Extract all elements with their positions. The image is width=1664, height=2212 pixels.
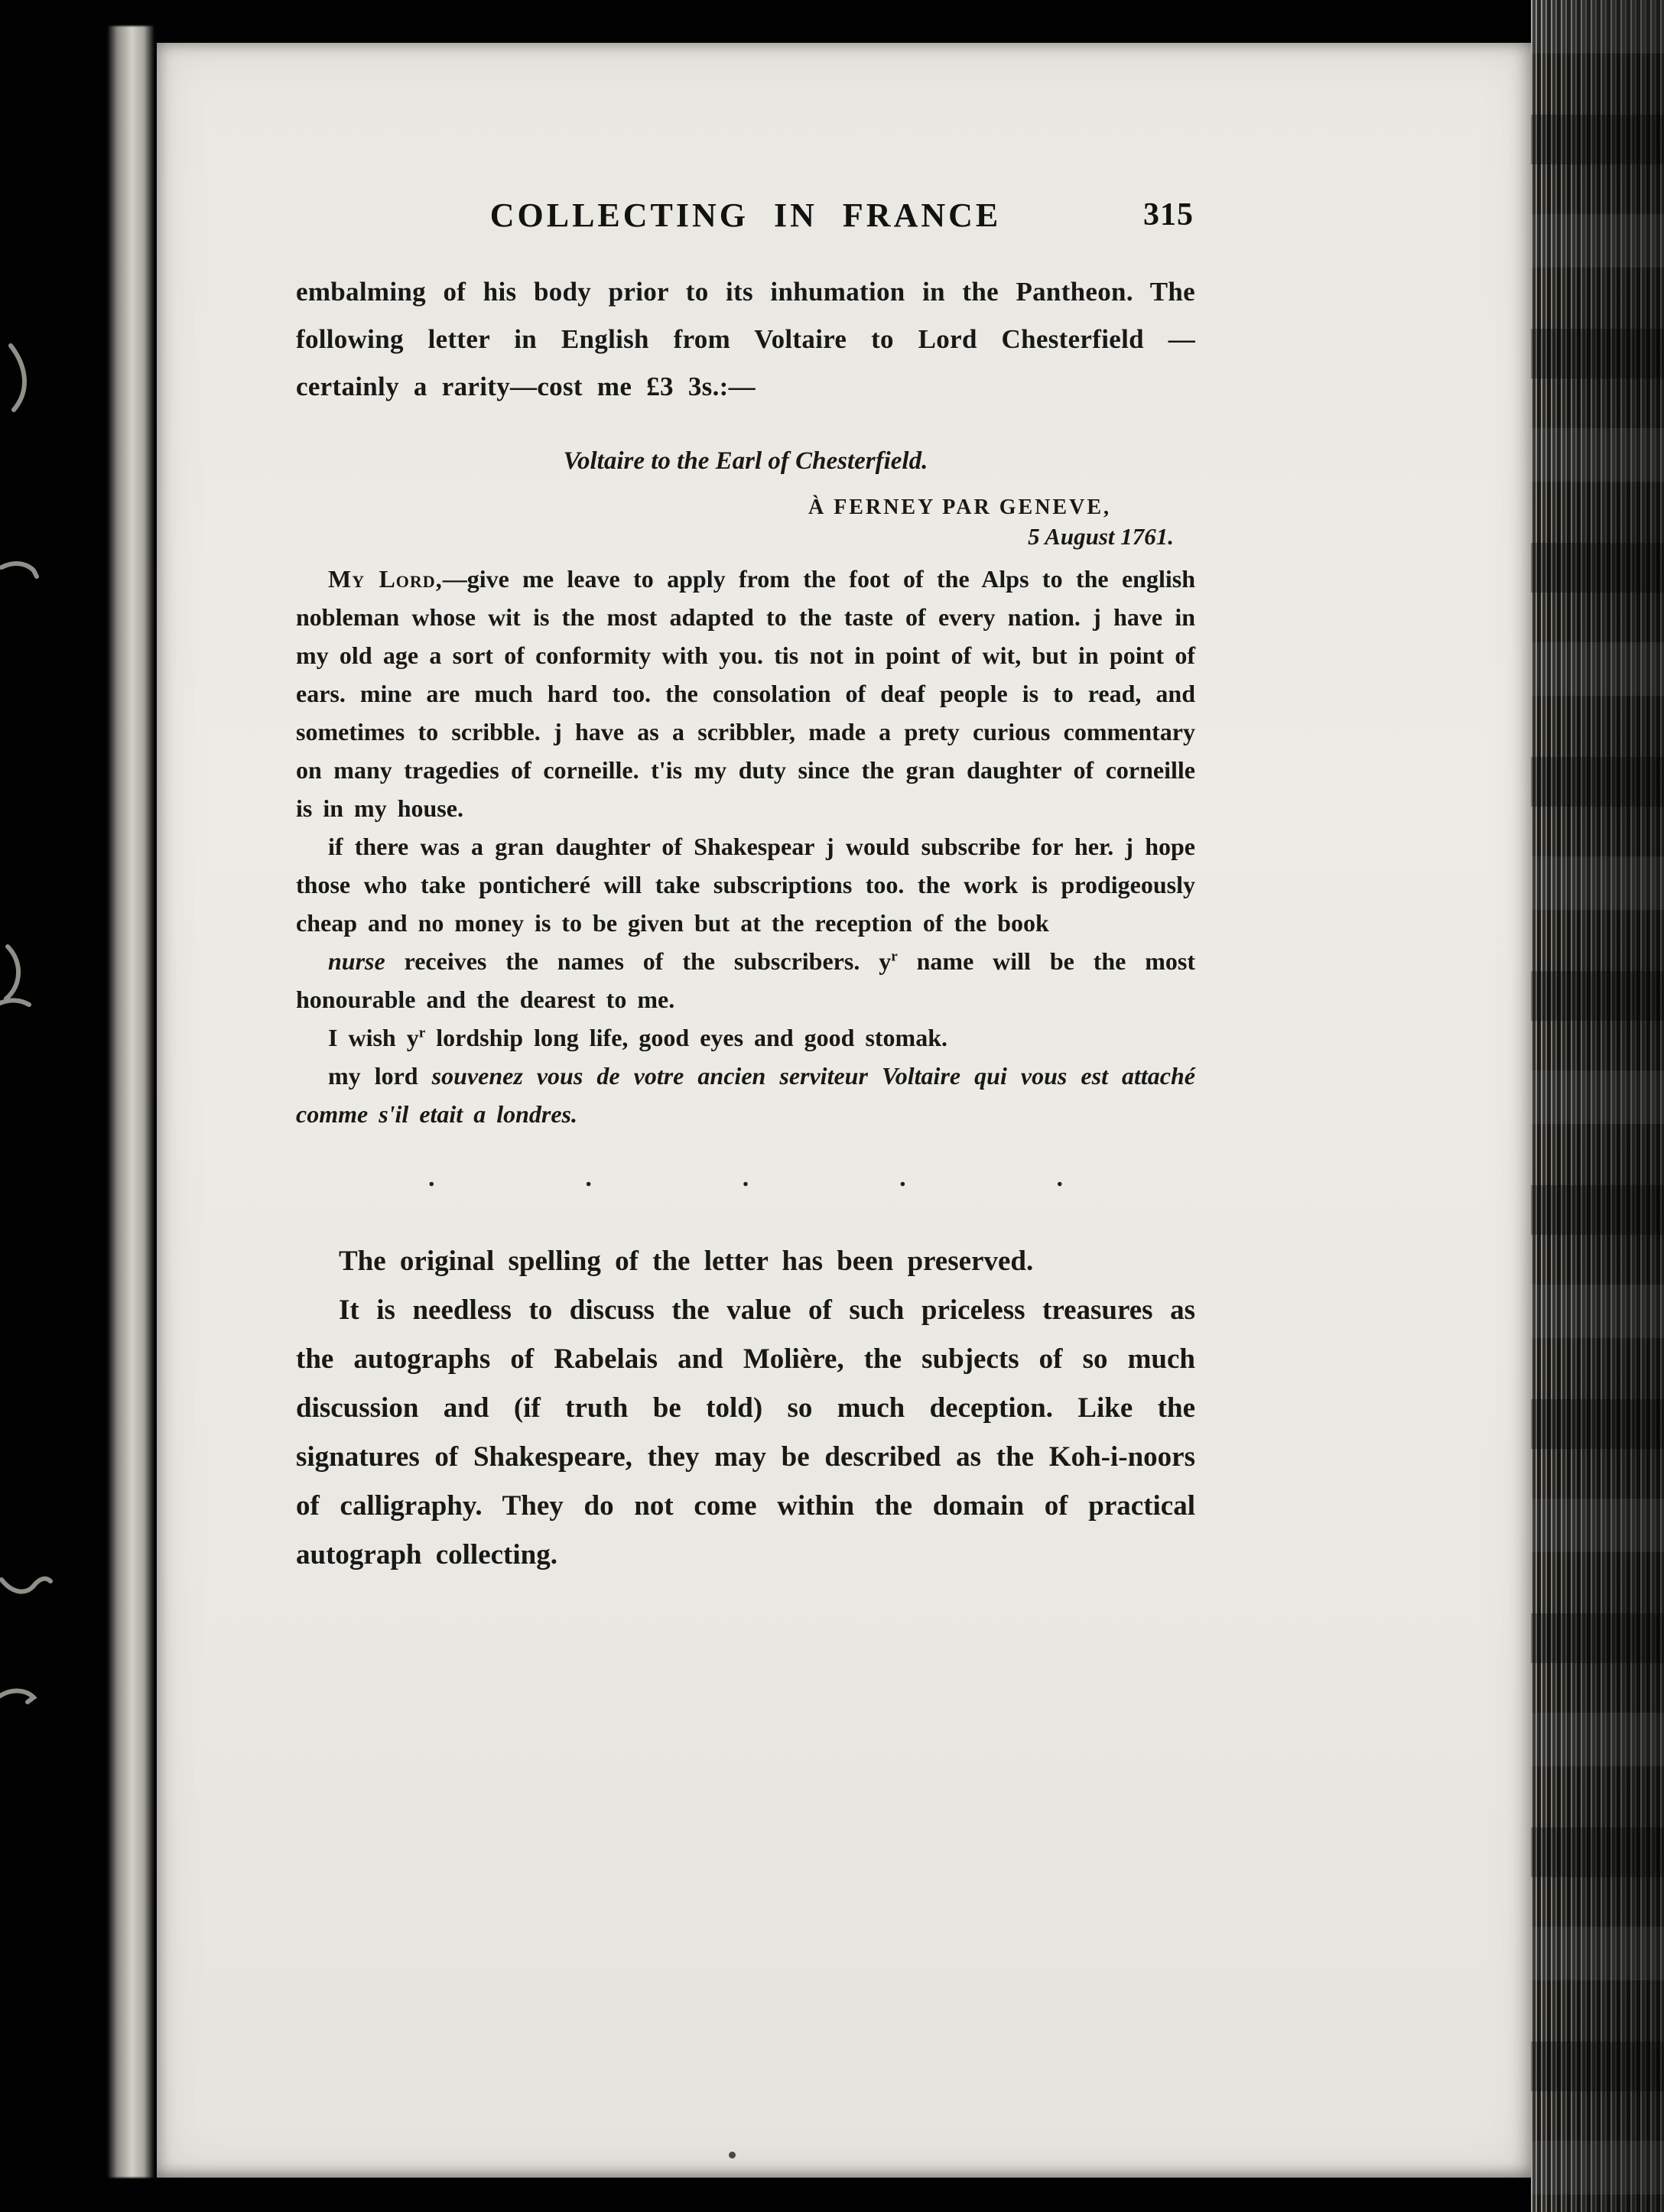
letter-paragraph-text: I wish y [328,1024,419,1051]
margin-mark [0,1000,29,1005]
letter-paragraph-text: receives the names of the subscribers. y [385,947,892,975]
text-column [296,43,1195,1580]
separator-dot: . [428,1164,435,1192]
letter-paragraph-text: lordship long life, good eyes and good stomak. [425,1024,947,1051]
margin-mark [11,346,24,410]
letter-body [296,560,1195,1133]
letter-block [296,447,1195,1133]
letter-salutation: My Lord, [328,565,443,593]
book-page [157,43,1533,2178]
letter-paragraph-text: —give me leave to apply from the foot of the Alps to the english nobleman whose wit is the most adapted to the taste of every nation. j have in my old age a sort of conformity with you. tis not in point of wit, but in point of ears. mine are much hard too. the consolation of deaf people is to read, and sometimes to scribble. j have as a scribbler, made a prety curious commentary on many tragedies of corneille. t'is my duty since the gran daughter of corneille is in my house. [296,565,1196,822]
superscript-r: r [891,948,898,965]
letter-date-line: 5 August 1761. [1028,523,1174,550]
page-number: 315 [1143,197,1194,232]
intro-paragraph: embalming of his body prior to its inhumation in the Pantheon. The following letter in English from Voltaire to Lord Chesterfield — certainly a rarity—cost me £3 3s.:— [296,277,1195,401]
closing-paragraph: The original spelling of the letter has been preserved. [339,1246,1034,1277]
letter-italic-phrase: souvenez vous de votre ancien serviteur Voltaire qui vous est attaché comme s'il etait a londres. [296,1062,1196,1128]
closing-paragraphs [296,1237,1195,1580]
superscript-r: r [418,1025,426,1041]
separator-dot: . [585,1164,592,1192]
letter-paragraph [296,1018,1195,1057]
letter-italic-word: nurse [328,947,385,975]
letter-paragraph [296,942,1195,1018]
margin-mark [6,947,18,999]
adjacent-page-edge [107,26,154,2178]
book-binding-edge [1531,0,1664,2212]
letter-paragraph [296,1057,1195,1133]
letter-place-line: À FERNEY PAR GENEVE, [808,495,1111,519]
letter-paragraph [296,560,1195,827]
closing-paragraph: It is needless to discuss the value of such priceless treasures as the autographs of Rabelais and Molière, the subjects of so much discussion and (if truth be told) so much deception. Like the signatures of Shakespeare, they may be described as the Koh-i-noors of calligraphy. They do not come within the domain of practical autograph collecting. [296,1294,1195,1570]
margin-mark [0,1691,34,1702]
margin-mark [2,1579,50,1592]
running-title: COLLECTING IN FRANCE [489,197,1002,234]
separator-dot: . [1056,1164,1063,1192]
page-header [296,196,1195,235]
letter-paragraph-text: my lord [328,1062,432,1090]
separator-dot: . [742,1164,749,1192]
letter-heading: Voltaire to the Earl of Chesterfield. [563,447,928,475]
letter-paragraph: if there was a gran daughter of Shakespear j would subscribe for her. j hope those who take ponticheré will take subscriptions too. the work is prodigeously cheap and no money is to be given but at the reception of the book [296,833,1195,937]
letter-paragraph-text: name will be the most honourable and the dearest to me. [296,947,1196,1013]
separator-dot: . [899,1164,906,1192]
margin-mark [2,564,37,577]
section-separator [428,1164,1063,1193]
stray-ink-dot [729,2152,736,2158]
